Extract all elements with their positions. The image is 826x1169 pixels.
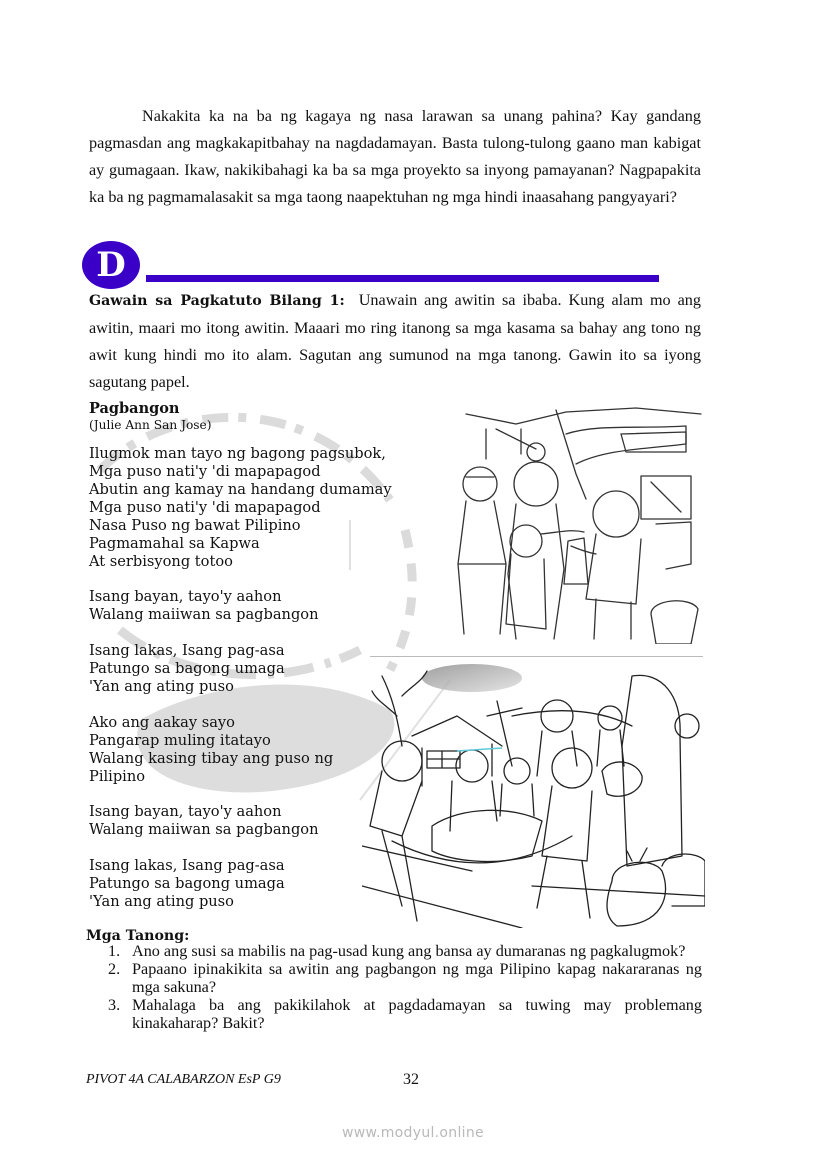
market-helping-illustration-icon — [436, 404, 706, 644]
lyric-line: Isang lakas, Isang pag-asa — [89, 642, 285, 659]
questions-list — [108, 942, 702, 1032]
lyric-line: Patungo sa bagong umaga — [89, 660, 285, 677]
question-item — [108, 996, 702, 1032]
question-text: Papaano ipinakikita sa awitin ang pagbangon ng mga Pilipino kapag nakararanas ng mga sakuna? — [132, 960, 702, 996]
section-divider-bar — [146, 275, 659, 282]
lyric-line: Mga puso nati'y 'di mapapagod — [89, 499, 321, 516]
lyric-line: 'Yan ang ating puso — [89, 893, 234, 910]
song-author: (Julie Ann San Jose) — [89, 418, 212, 432]
lyric-line: At serbisyong totoo — [89, 553, 233, 570]
lyric-line: Ako ang aakay sayo — [89, 714, 235, 731]
site-watermark: www.modyul.online — [342, 1125, 484, 1141]
song-stanza — [89, 803, 318, 839]
song-stanza — [89, 445, 392, 571]
lyric-line: Isang lakas, Isang pag-asa — [89, 857, 285, 874]
question-item — [108, 942, 702, 960]
song-stanza — [89, 642, 285, 696]
footer-module-label: PIVOT 4A CALABARZON EsP G9 — [86, 1072, 281, 1087]
song-stanza — [89, 714, 333, 786]
lyric-line: Nasa Puso ng bawat Pilipino — [89, 517, 301, 534]
disaster-rescue-illustration-icon — [362, 656, 705, 928]
lyric-line: Pilipino — [89, 768, 146, 785]
activity-label: Gawain sa Pagkatuto Bilang 1: — [89, 293, 345, 309]
question-item — [108, 960, 702, 996]
page-number: 32 — [403, 1071, 419, 1088]
lyric-line: Mga puso nati'y 'di mapapagod — [89, 463, 321, 480]
question-number: 2. — [108, 960, 121, 978]
lyric-line: Walang maiiwan sa pagbangon — [89, 821, 319, 838]
lyric-line: Pangarap muling itatayo — [89, 732, 271, 749]
question-text: Ano ang susi sa mabilis na pag-usad kung ang bansa ay dumaranas ng pagkalugmok? — [132, 942, 686, 960]
intro-paragraph: Nakakita ka na ba ng kagaya ng nasa larawan sa unang pahina? Kay gandang pagmasdan ang magkakapitbahay na nagdadamayan. Basta tulong-tulong gaano man kabigat ay gumagaan. Ikaw, nakikibahagi ka ba sa mga proyekto sa inyong pamayanan? Nagpapakita ka ba ng pagmamalasakit sa mga taong naapektuhan ng mga hindi inaasahang pangyayari? — [89, 107, 701, 206]
question-number: 3. — [108, 996, 121, 1014]
lyric-line: Isang bayan, tayo'y aahon — [89, 588, 282, 605]
question-text: Mahalaga ba ang pakikilahok at pagdadamayan sa tuwing may problemang kinakaharap? Bakit? — [132, 996, 702, 1032]
lyric-line: 'Yan ang ating puso — [89, 678, 234, 695]
lyric-line: Abutin ang kamay na handang dumamay — [89, 481, 392, 498]
lyric-line: Walang kasing tibay ang puso ng — [89, 750, 334, 767]
song-stanza — [89, 857, 285, 911]
section-letter-badge: D — [82, 241, 140, 289]
lyric-line: Patungo sa bagong umaga — [89, 875, 285, 892]
lyric-line: Ilugmok man tayo ng bagong pagsubok, — [89, 445, 386, 462]
lyric-line: Walang maiiwan sa pagbangon — [89, 606, 319, 623]
lyric-line: Isang bayan, tayo'y aahon — [89, 803, 282, 820]
section-marker — [82, 241, 142, 289]
questions-title: Mga Tanong: — [86, 928, 190, 944]
question-number: 1. — [108, 942, 121, 960]
activity-text: Unawain ang awitin sa ibaba. Kung alam mo ang awitin, maari mo itong awitin. Maaari mo ring itanong sa mga kasama sa bahay ang tono ng awit kung hindi mo ito alam. Sagutan ang sumunod na mga tanong. Gawin ito sa iyong sagutang papel. — [89, 291, 701, 391]
song-title: Pagbangon — [89, 400, 180, 417]
song-stanza — [89, 588, 318, 624]
lyric-line: Pagmamahal sa Kapwa — [89, 535, 260, 552]
